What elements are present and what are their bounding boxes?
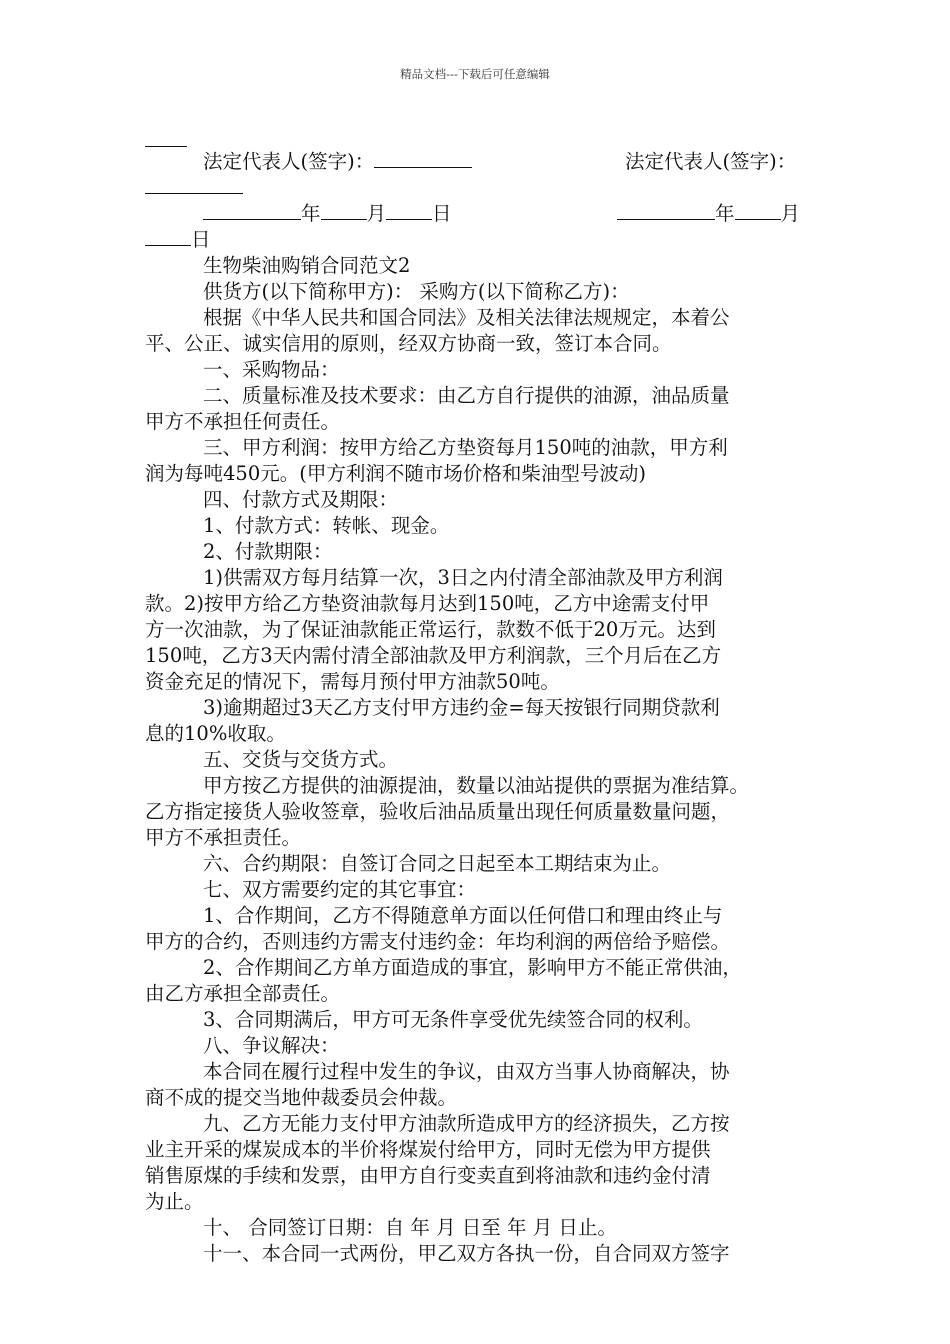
signature-blank-left [374, 149, 472, 168]
body-line: 款。2)按甲方给乙方垫资油款每月达到150吨，乙方中途需支付甲 [145, 592, 710, 615]
body-line: 1)供需双方每月结算一次，3日之内付清全部油款及甲方利润 [203, 566, 723, 589]
month-label-left: 月 [366, 202, 387, 225]
parties-line: 供货方(以下简称甲方)： 采购方(以下简称乙方)： [203, 280, 630, 303]
body-line: 销售原煤的手续和发票，由甲方自行变卖直到将油款和违约金付清 [145, 1164, 711, 1187]
date-line-right [617, 201, 800, 227]
blank-line-top [145, 128, 187, 154]
body-line: 九、乙方无能力支付甲方油款所造成甲方的经济损失，乙方按 [203, 1112, 730, 1135]
body-line: 1、付款方式：转帐、现金。 [203, 514, 450, 537]
date-line-left [203, 201, 452, 227]
body-line: 商不成的提交当地仲裁委员会仲裁。 [145, 1086, 458, 1109]
body-line: 方一次油款，为了保证油款能正常运行，款数不低于20万元。达到 [145, 618, 716, 641]
body-line: 平、公正、诚实信用的原则，经双方协商一致，签订本合同。 [145, 332, 672, 355]
body-line: 三、甲方利润：按甲方给乙方垫资每月150吨的油款，甲方利 [203, 436, 728, 459]
body-line: 根据《中华人民共和国合同法》及相关法律法规规定，本着公 [203, 306, 730, 329]
body-line: 甲方不承担责任。 [145, 826, 302, 849]
body-line: 本合同在履行过程中发生的争议，由双方当事人协商解决，协 [203, 1060, 730, 1083]
rep-label-right: 法定代表人(签字)： [625, 150, 797, 173]
day-label-left: 日 [432, 202, 452, 225]
body-line: 甲方的合约，否则违约方需支付违约金：年均利润的两倍给予赔偿。 [145, 930, 731, 953]
contract-title: 生物柴油购销合同范文2 [203, 254, 411, 277]
body-line: 3)逾期超过3天乙方支付甲方违约金=每天按银行同期贷款利 [203, 696, 720, 719]
month-label-right: 月 [780, 202, 801, 225]
date-day-right-wrap [145, 227, 211, 253]
body-line: 2、合作期间乙方单方面造成的事宜，影响甲方不能正常供油， [203, 956, 742, 979]
section-heading: 四、付款方式及期限： [203, 488, 399, 511]
section-heading: 一、采购物品： [203, 358, 340, 381]
section-heading: 七、双方需要约定的其它事宜： [203, 878, 477, 901]
body-line: 为止。 [145, 1190, 204, 1213]
section-heading: 六、合约期限：自签订合同之日起至本工期结束为止。 [203, 852, 672, 875]
signature-blank-wrap [145, 175, 243, 201]
body-line: 甲方按乙方提供的油源提油，数量以油站提供的票据为准结算。 [203, 774, 750, 797]
body-line: 甲方不承担任何责任。 [145, 410, 341, 433]
year-label-left: 年 [301, 202, 321, 225]
body-line: 息的10%收取。 [145, 722, 286, 745]
body-line: 乙方指定接货人验收签章，验收后油品质量出现任何质量数量问题， [145, 800, 731, 823]
body-line: 润为每吨450元。(甲方利润不随市场价格和柴油型号波动) [145, 462, 646, 485]
year-label-right: 年 [715, 202, 735, 225]
body-line: 资金充足的情况下，需每月预付甲方油款50吨。 [145, 670, 560, 693]
signature-rep-left [203, 149, 472, 175]
body-line: 业主开采的煤炭成本的半价将煤炭付给甲方，同时无偿为甲方提供 [145, 1138, 711, 1161]
body-line: 十一、本合同一式两份，甲乙双方各执一份，自合同双方签字 [203, 1242, 730, 1265]
body-line: 2、付款期限： [203, 540, 333, 563]
body-line: 1、合作期间，乙方不得随意单方面以任何借口和理由终止与 [203, 904, 723, 927]
page-header: 精品文档---下载后可任意编辑 [400, 67, 550, 81]
body-line: 3、合同期满后，甲方可无条件享受优先续签合同的权利。 [203, 1008, 703, 1031]
section-heading: 五、交货与交货方式。 [203, 748, 399, 771]
signature-rep-right [625, 149, 796, 175]
body-line: 二、质量标准及技术要求：由乙方自行提供的油源，油品质量 [203, 384, 730, 407]
body-line: 由乙方承担全部责任。 [145, 982, 341, 1005]
day-label-right: 日 [191, 228, 211, 251]
body-line: 150吨，乙方3天内需付清全部油款及甲方利润款，三个月后在乙方 [145, 644, 722, 667]
section-heading: 八、争议解决： [203, 1034, 340, 1057]
rep-label-left: 法定代表人(签字)： [203, 150, 375, 173]
section-heading: 十、 合同签订日期：自 年 月 日至 年 月 日止。 [203, 1216, 617, 1239]
